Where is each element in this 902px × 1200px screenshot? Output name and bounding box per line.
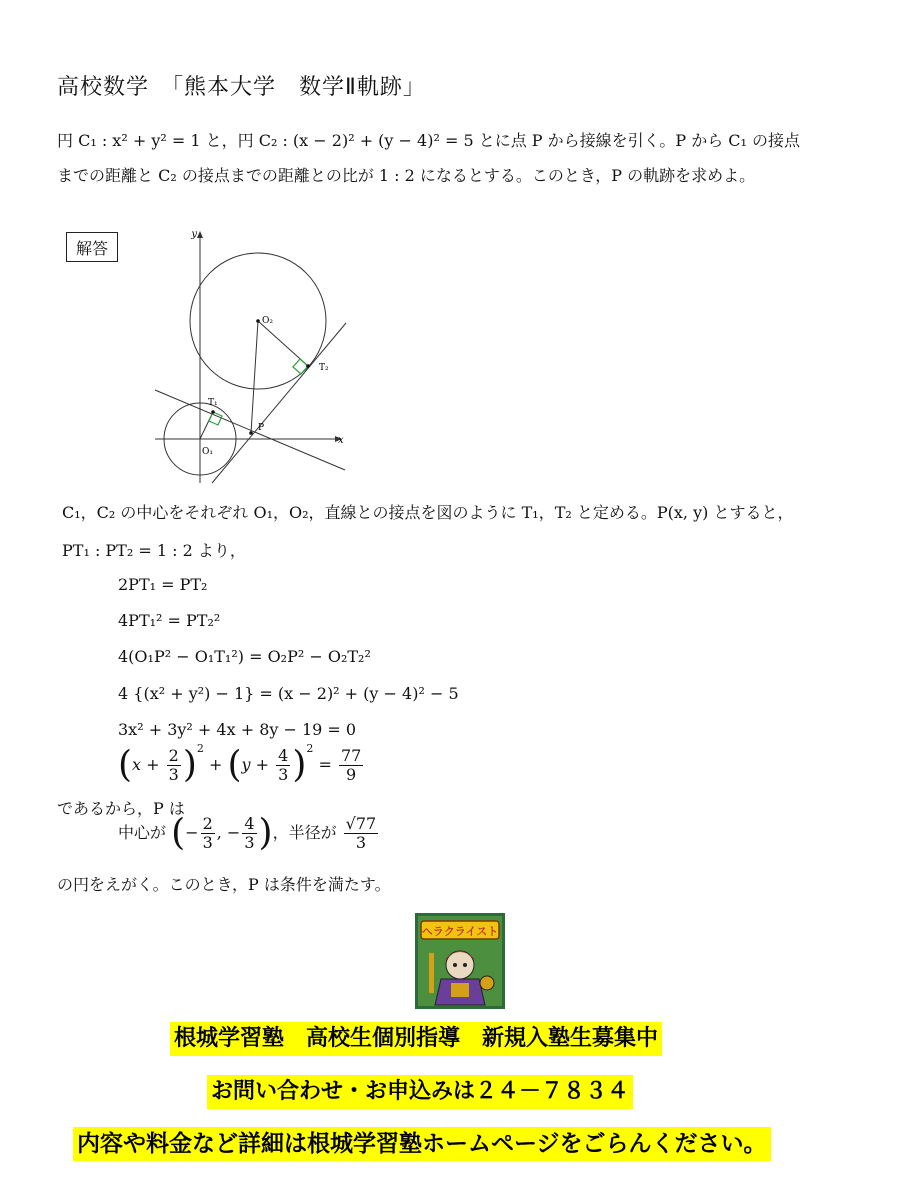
eq6-y-numerator: 4 [278, 746, 289, 765]
problem-line-2: までの距離と C₂ の接点までの距離との比が 1 : 2 になるとする。このとき，P の軌跡を求めよ。 [57, 166, 756, 185]
tangent-line-2 [212, 323, 346, 483]
label-t1: T₁ [208, 398, 218, 408]
label-o1: O₁ [202, 447, 213, 457]
character-sticker-image [415, 913, 505, 1009]
eq6-y-denominator: 3 [278, 765, 289, 784]
center-radius-line: 中心が (− $\frac{2}{3}$ , − $\frac{4}{3}$ )，半径が $\frac{√77}{3}$ [118, 812, 377, 854]
center-y-numerator: 4 [244, 814, 255, 833]
solution-line-3: であるから，P は [57, 799, 185, 818]
radius-denominator: 3 [355, 833, 367, 852]
banner-contact: お問い合わせ・お申込みは２４－７８３４ [207, 1075, 633, 1109]
segment-o2-p [251, 321, 258, 433]
banner-homepage: 内容や料金など詳細は根城学習塾ホームページをごらんください。 [73, 1127, 771, 1161]
equation-3: 4(O₁P² − O₁T₁²) = O₂P² − O₂T₂² [118, 647, 371, 666]
center-y-denominator: 3 [244, 833, 255, 852]
banner-recruitment: 根城学習塾 高校生個別指導 新規入塾生募集中 [170, 1022, 662, 1056]
solution-line-1: C₁，C₂ の中心をそれぞれ O₁，O₂，直線との接点を図のように T₁，T₂ と定める。P(x, y) とすると， [62, 503, 794, 522]
answer-label: 解答 [66, 232, 118, 262]
x-axis-label: x [338, 435, 344, 446]
label-o2: O₂ [262, 316, 273, 326]
equation-2: 4PT₁² = PT₂² [118, 611, 221, 630]
equation-1: 2PT₁ = PT₂ [118, 575, 208, 594]
radius-numerator: √77 [345, 814, 377, 833]
label-p: P [258, 423, 265, 433]
point-p [249, 431, 253, 435]
solution-line-4: の円をえがく。このとき，P は条件を満たす。 [57, 875, 391, 894]
point-o2 [256, 319, 260, 323]
eq6-x-denominator: 3 [168, 765, 179, 784]
center-x-denominator: 3 [202, 833, 213, 852]
point-t1 [211, 410, 215, 414]
sticker-logo-text: ヘラクライスト [421, 925, 499, 938]
point-t2 [306, 364, 310, 368]
y-axis-label: y [191, 229, 197, 240]
center-prefix: 中心が [118, 823, 167, 842]
solution-line-2: PT₁ : PT₂ = 1 : 2 より， [62, 541, 246, 560]
eq6-rhs-denominator: 9 [346, 765, 357, 784]
y-axis-arrow [197, 231, 203, 238]
equation-4: 4 {(x² + y²) − 1} = (x − 2)² + (y − 4)² − 5 [118, 684, 459, 703]
geometry-diagram [150, 225, 350, 490]
equation-5: 3x² + 3y² + 4x + 8y − 19 = 0 [118, 720, 357, 739]
equation-6: (x + $\frac{2}{3}$ )$^2$ + (y + $\frac{4}{3}$ )$^2$ = $\frac{77}{9}$ [118, 742, 362, 786]
page-title: 高校数学 「熊本大学 数学Ⅱ軌跡」 [57, 75, 426, 100]
label-t2: T₂ [319, 363, 329, 373]
problem-line-1: 円 C₁ : x² + y² = 1 と，円 C₂ : (x − 2)² + (y − 4)² = 5 とに点 P から接線を引く。P から C₁ の接点 [57, 131, 801, 150]
center-x-numerator: 2 [202, 814, 213, 833]
eq6-rhs-numerator: 77 [340, 746, 362, 765]
tangent-line-1 [155, 390, 345, 470]
radius-prefix: ，半径が [272, 823, 337, 842]
eq6-x-numerator: 2 [168, 746, 179, 765]
